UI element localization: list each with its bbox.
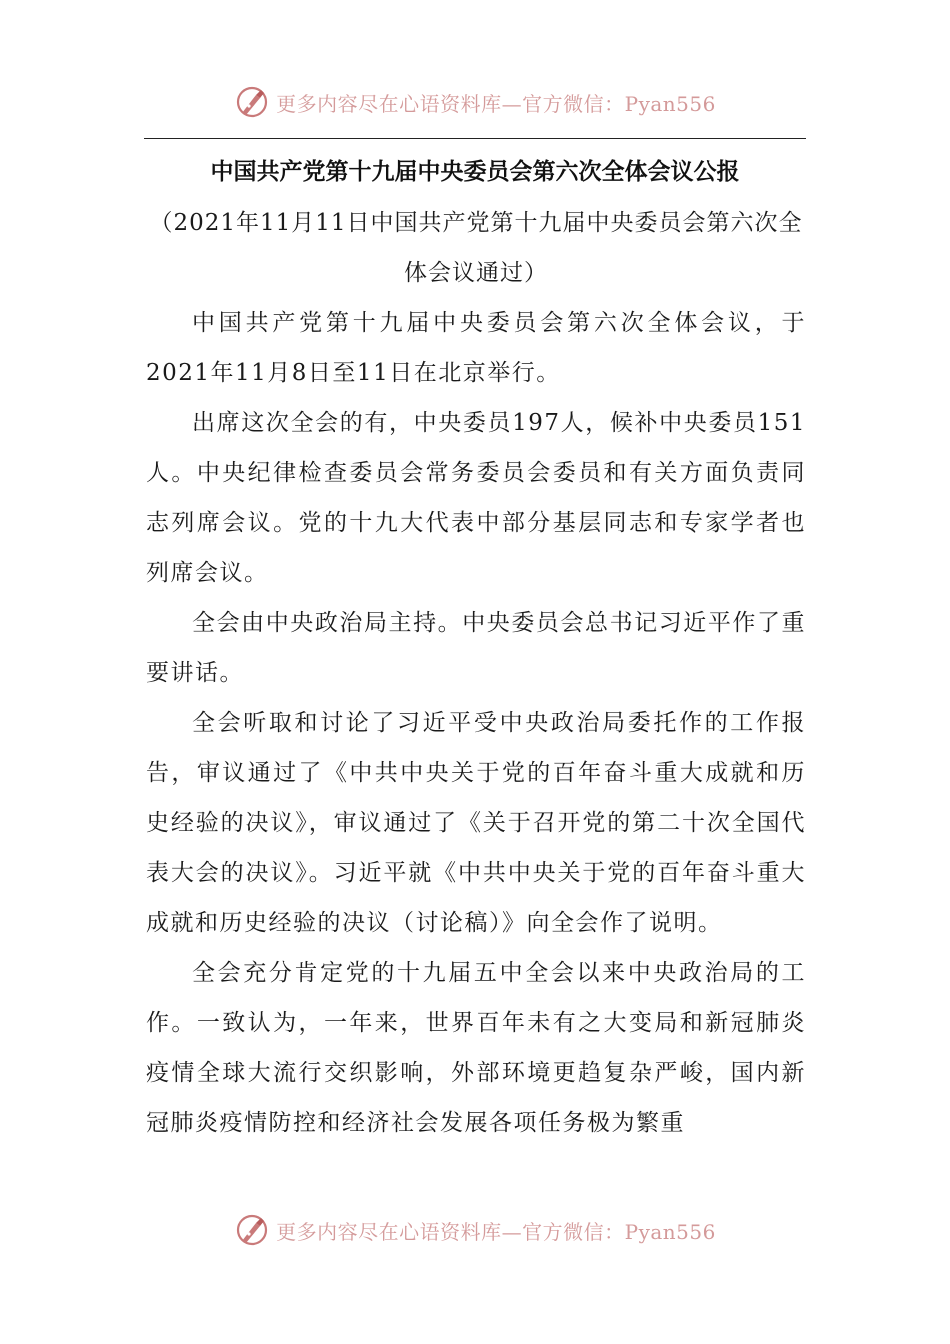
pen-nib-circle-logo-icon bbox=[234, 84, 270, 120]
pen-nib-circle-logo-icon bbox=[234, 1212, 270, 1248]
watermark-banner-bottom bbox=[0, 1208, 950, 1252]
paragraph: 全会听取和讨论了习近平受中央政治局委托作的工作报告，审议通过了《中共中央关于党的百年奋斗重大成就和历史经验的决议》，审议通过了《关于召开党的第二十次全国代表大会的决议》。习近平就《中共中央关于党的百年奋斗重大成就和历史经验的决议（讨论稿）》向全会作了说明。 bbox=[146, 710, 806, 936]
watermark-banner-top bbox=[0, 80, 950, 124]
paragraph: 出席这次全会的有，中央委员197人，候补中央委员151人。中央纪律检查委员会常务委员会委员和有关方面负责同志列席会议。党的十九大代表中部分基层同志和专家学者也列席会议。 bbox=[146, 410, 806, 586]
document-body bbox=[146, 198, 806, 1148]
watermark-text: 更多内容尽在心语资料库—官方微信：Pyan556 bbox=[276, 91, 716, 116]
paragraph: 中国共产党第十九届中央委员会第六次全体会议，于2021年11月8日至11日在北京举行。 bbox=[146, 310, 806, 386]
header-divider bbox=[144, 138, 806, 139]
watermark-text: 更多内容尽在心语资料库—官方微信：Pyan556 bbox=[276, 1219, 716, 1244]
document-title: 中国共产党第十九届中央委员会第六次全体会议公报 bbox=[210, 159, 740, 185]
paragraph: 全会充分肯定党的十九届五中全会以来中央政治局的工作。一致认为，一年来，世界百年未有之大变局和新冠肺炎疫情全球大流行交织影响，外部环境更趋复杂严峻，国内新冠肺炎疫情防控和经济社会发展各项任务极为繁重 bbox=[146, 960, 806, 1136]
document-subtitle: （2021年11月11日中国共产党第十九届中央委员会第六次全体会议通过） bbox=[149, 210, 803, 286]
paragraph: 全会由中央政治局主持。中央委员会总书记习近平作了重要讲话。 bbox=[146, 610, 806, 686]
